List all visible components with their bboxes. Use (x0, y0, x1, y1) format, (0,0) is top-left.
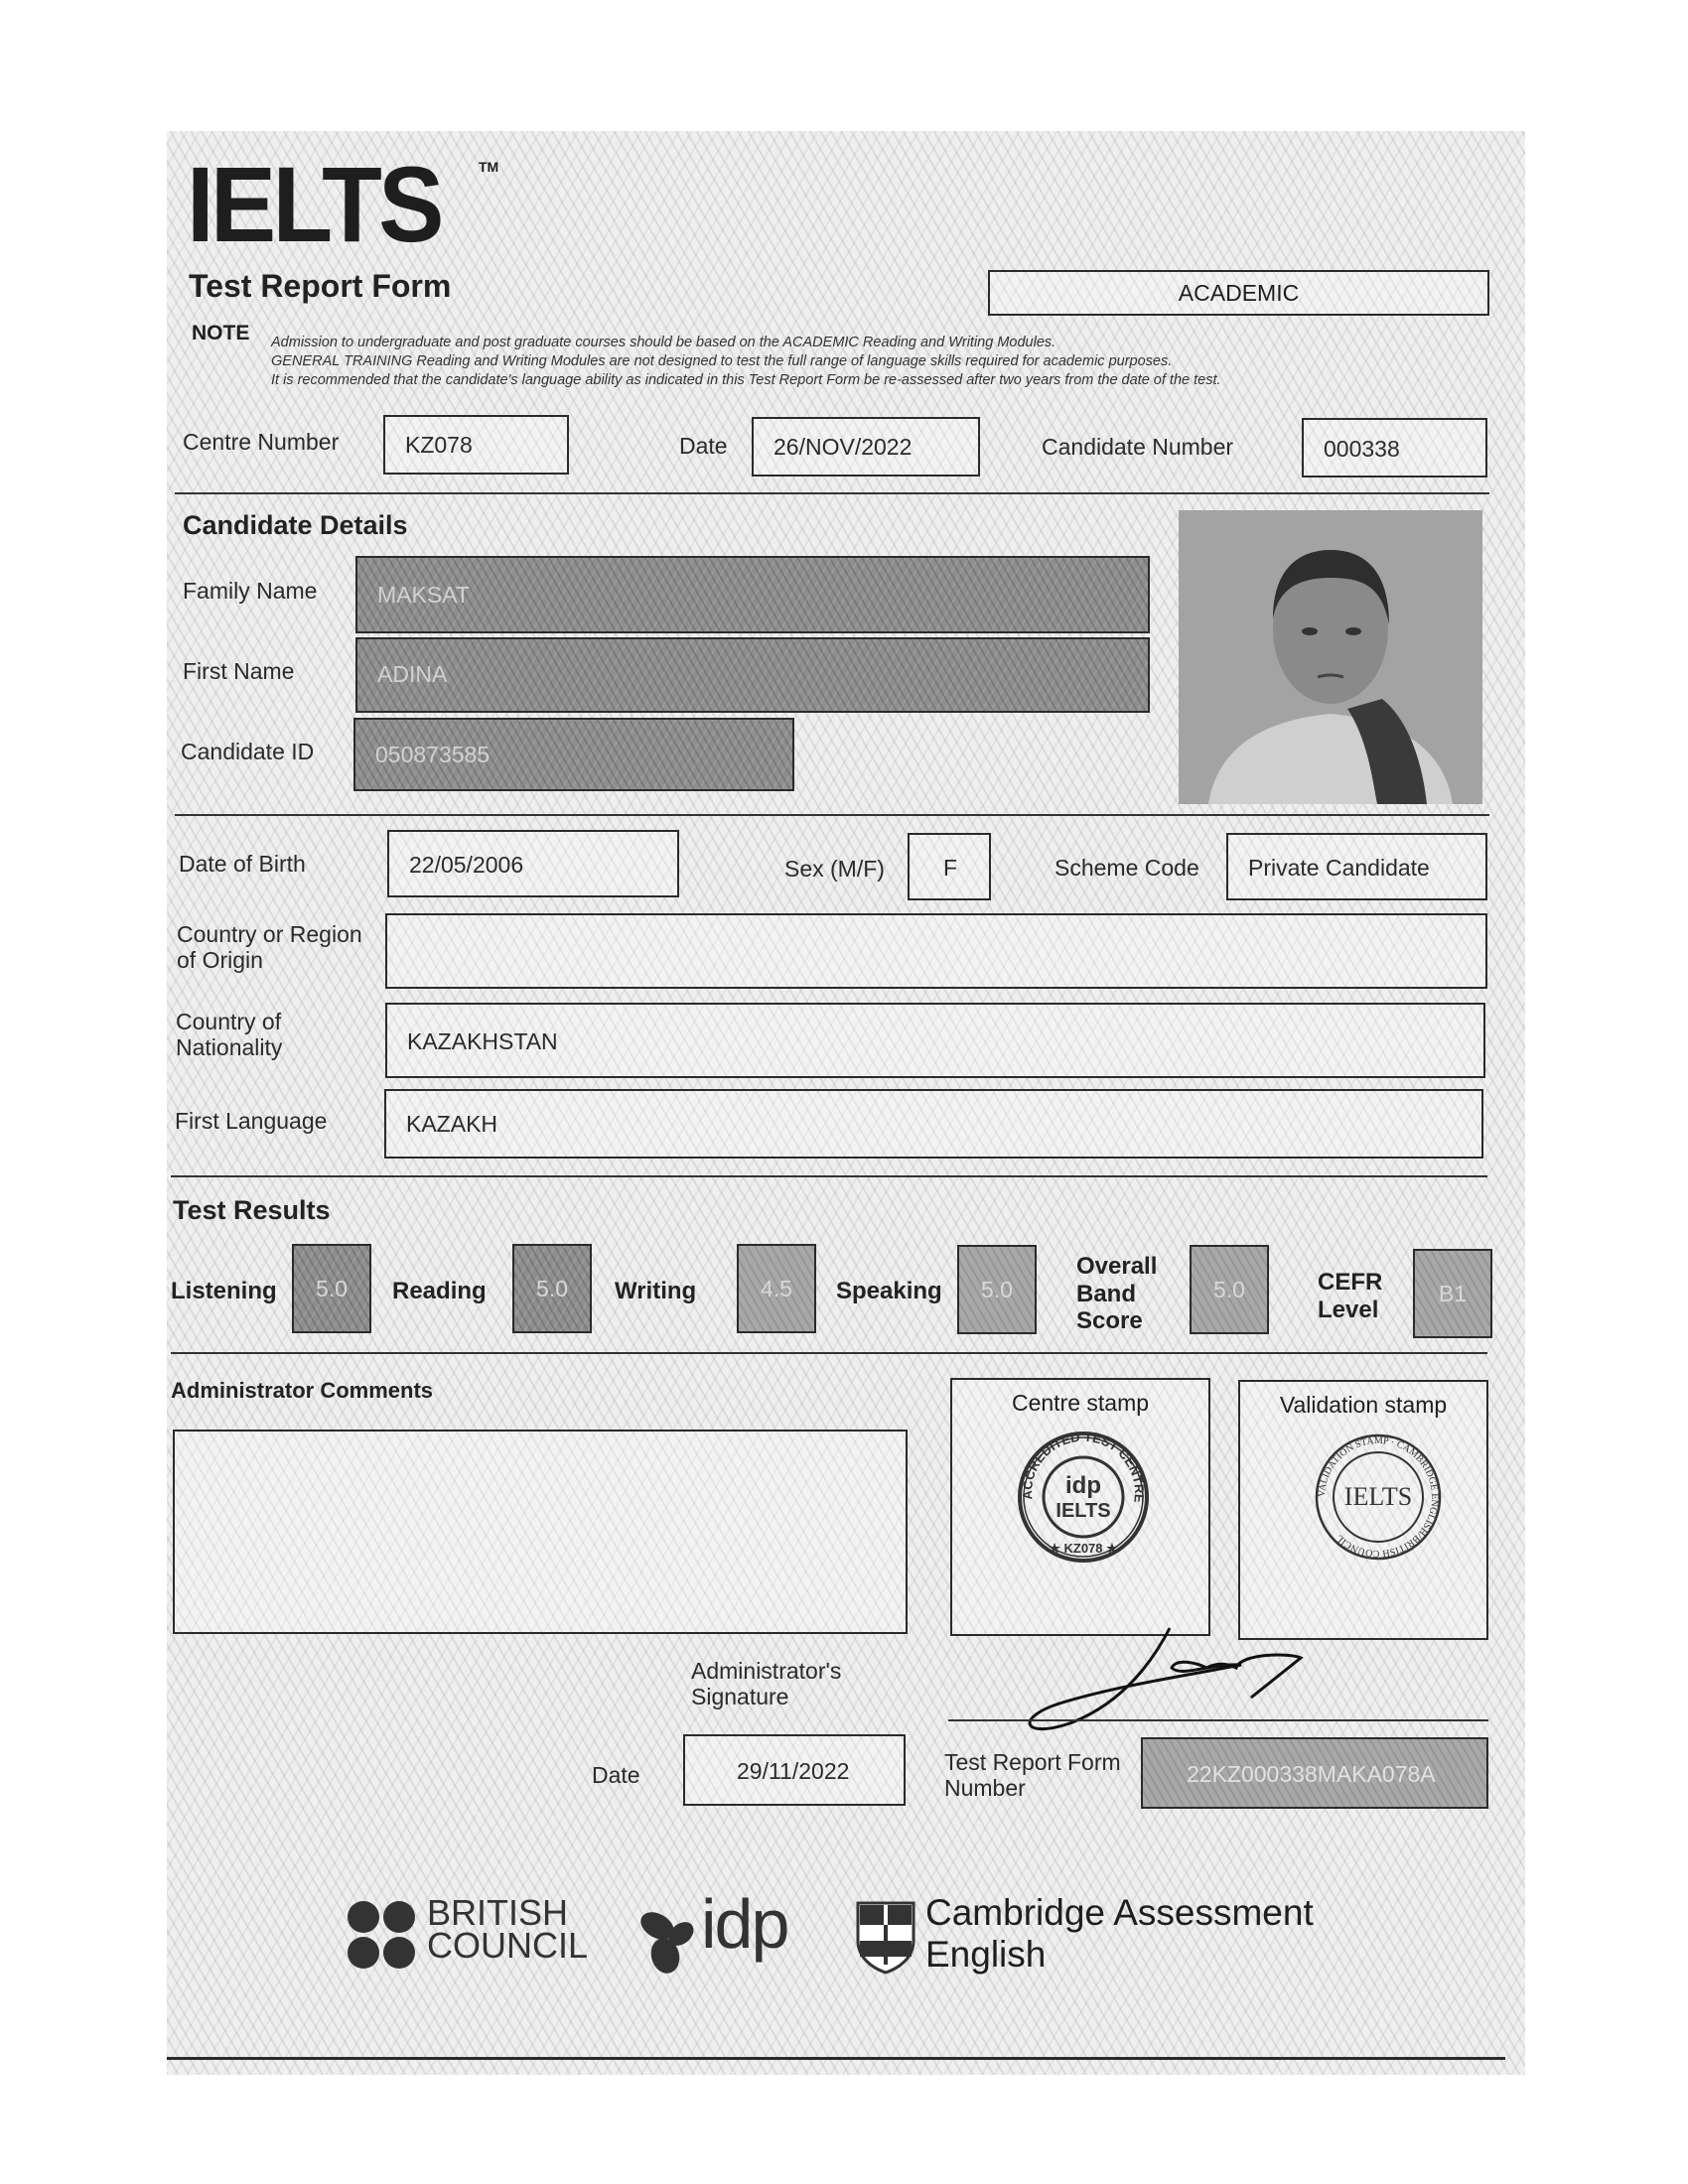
speaking-score: 5.0 (957, 1245, 1037, 1334)
trf-number-field (1141, 1737, 1488, 1809)
test-date-value: 26/NOV/2022 (774, 434, 913, 460)
overall-label-line-3: Score (1076, 1307, 1143, 1335)
reading-score: 5.0 (512, 1244, 592, 1333)
centre-number-value: KZ078 (405, 432, 473, 458)
signature-label-line-2: Signature (691, 1684, 789, 1710)
form-title: Test Report Form (189, 268, 452, 304)
test-results-heading: Test Results (173, 1195, 331, 1225)
british-council-dots-icon (348, 1901, 417, 1971)
candidate-details-heading: Candidate Details (183, 510, 408, 540)
british-council-line-1: BRITISH (427, 1892, 569, 1933)
first-language-label: First Language (175, 1108, 328, 1134)
signature-label (691, 1658, 841, 1710)
candidate-number-value: 000338 (1324, 436, 1400, 462)
overall-label-line-2: Band (1076, 1280, 1136, 1307)
sex-value: F (943, 855, 958, 881)
first-language-value: KAZAKH (406, 1111, 498, 1137)
candidate-photo (1179, 510, 1482, 804)
svg-text:★ KZ078 ★: ★ KZ078 ★ (1049, 1541, 1118, 1556)
test-date-field (752, 417, 980, 477)
nationality-label (176, 1009, 282, 1061)
divider (171, 1352, 1487, 1354)
note-line-2: GENERAL TRAINING Reading and Writing Modules are not designed to test the full range of language skills required for academic purposes. (271, 353, 1173, 369)
listening-score: 5.0 (292, 1244, 371, 1333)
british-council-line-2: COUNCIL (427, 1925, 589, 1966)
bottom-rule (167, 2057, 1505, 2060)
note-line-1: Admission to undergraduate and post graduate courses should be based on the ACADEMIC Reading and Writing Modules. (271, 335, 1056, 350)
trf-number-value: 22KZ000338MAKA078A (1187, 1761, 1436, 1787)
idp-petals-icon (635, 1906, 705, 1976)
module-box (988, 270, 1489, 316)
svg-text:IELTS: IELTS (1055, 1500, 1111, 1522)
accredited-centre-stamp-icon (1016, 1430, 1151, 1565)
first-name-label: First Name (183, 658, 295, 684)
module-value: ACADEMIC (1178, 279, 1300, 306)
issue-date-value: 29/11/2022 (737, 1758, 850, 1784)
scheme-code-label: Scheme Code (1055, 855, 1199, 881)
candidate-number-label: Candidate Number (1042, 434, 1234, 460)
candidate-number-field (1302, 418, 1487, 478)
centre-stamp-label: Centre stamp (1011, 1390, 1150, 1416)
candidate-id-value: 050873585 (375, 742, 491, 767)
divider (175, 492, 1489, 494)
sex-label: Sex (M/F) (784, 856, 885, 882)
divider (175, 814, 1489, 816)
portrait-icon (1179, 510, 1482, 804)
trademark-mark: TM (479, 159, 499, 175)
idp-logo: idp (701, 1885, 788, 1963)
british-council-logo (427, 1892, 589, 1966)
first-name-field (355, 637, 1150, 713)
nationality-field (385, 1003, 1485, 1078)
cambridge-logo (925, 1892, 1314, 1976)
cambridge-shield-icon (856, 1901, 915, 1975)
listening-label: Listening (171, 1278, 277, 1304)
family-name-field (355, 556, 1150, 633)
overall-label-line-1: Overall (1076, 1253, 1158, 1280)
family-name-label: Family Name (183, 578, 318, 604)
issue-date-field (683, 1734, 906, 1806)
date-label: Date (679, 433, 728, 459)
validation-stamp-icon (1315, 1433, 1442, 1561)
validation-stamp-label: Validation stamp (1279, 1392, 1448, 1418)
cambridge-line-1: Cambridge Assessment (925, 1892, 1314, 1933)
validation-stamp-box (1238, 1380, 1488, 1640)
cefr-level-value: B1 (1413, 1249, 1492, 1338)
trf-number-label (944, 1749, 1121, 1802)
svg-text:IELTS: IELTS (1343, 1482, 1413, 1511)
candidate-id-field (353, 718, 794, 791)
centre-number-field (383, 415, 569, 475)
divider (171, 1175, 1487, 1177)
note-label: NOTE (192, 322, 250, 344)
dob-field (387, 830, 679, 897)
writing-score: 4.5 (737, 1244, 816, 1333)
origin-label (177, 921, 362, 974)
cefr-label-line-2: Level (1318, 1296, 1379, 1323)
svg-text:ACCREDITED TEST CENTRE: ACCREDITED TEST CENTRE (1019, 1430, 1148, 1504)
svg-text:idp: idp (1065, 1472, 1101, 1499)
signature-line (948, 1719, 1488, 1721)
scheme-code-field (1226, 833, 1487, 900)
trf-label-line-1: Test Report Form (944, 1749, 1121, 1775)
dob-label: Date of Birth (179, 851, 306, 877)
centre-stamp-box (950, 1378, 1210, 1636)
admin-comments-label: Administrator Comments (171, 1378, 434, 1403)
speaking-label: Speaking (836, 1278, 942, 1304)
centre-number-label: Centre Number (183, 429, 340, 455)
reading-label: Reading (392, 1278, 487, 1304)
note-line-3: It is recommended that the candidate's language ability as indicated in this Test Report Form be re-assessed after two years from the date of the test. (271, 372, 1221, 388)
origin-label-line-2: of Origin (177, 947, 263, 974)
cefr-label-line-1: CEFR (1318, 1269, 1383, 1296)
dob-value: 22/05/2006 (409, 852, 524, 878)
signature-label-line-1: Administrator's (691, 1658, 842, 1684)
administrator-signature (1003, 1623, 1380, 1742)
first-name-value: ADINA (377, 661, 448, 687)
country-origin-field (385, 913, 1487, 989)
nationality-label-line-1: Country of (176, 1009, 282, 1034)
scheme-code-value: Private Candidate (1248, 855, 1430, 881)
cefr-level-label (1318, 1269, 1382, 1323)
issue-date-label: Date (592, 1762, 640, 1788)
candidate-id-label: Candidate ID (181, 739, 315, 764)
ielts-logo: IELTS (187, 144, 441, 264)
nationality-label-line-2: Nationality (176, 1034, 283, 1061)
nationality-value: KAZAKHSTAN (407, 1028, 558, 1054)
writing-label: Writing (615, 1278, 697, 1304)
sex-field (908, 833, 991, 900)
first-language-field (384, 1089, 1483, 1159)
cambridge-line-2: English (925, 1934, 1047, 1975)
family-name-value: MAKSAT (377, 582, 470, 608)
svg-text:VALIDATION STAMP · CAMBRIDGE E: VALIDATION STAMP · CAMBRIDGE ENGLISH/BRITISH COUNCIL (1316, 1434, 1441, 1560)
overall-band-score: 5.0 (1190, 1245, 1269, 1334)
origin-label-line-1: Country or Region (177, 921, 362, 947)
overall-band-label (1076, 1253, 1157, 1335)
trf-label-line-2: Number (944, 1775, 1026, 1802)
admin-comments-box (173, 1430, 908, 1634)
